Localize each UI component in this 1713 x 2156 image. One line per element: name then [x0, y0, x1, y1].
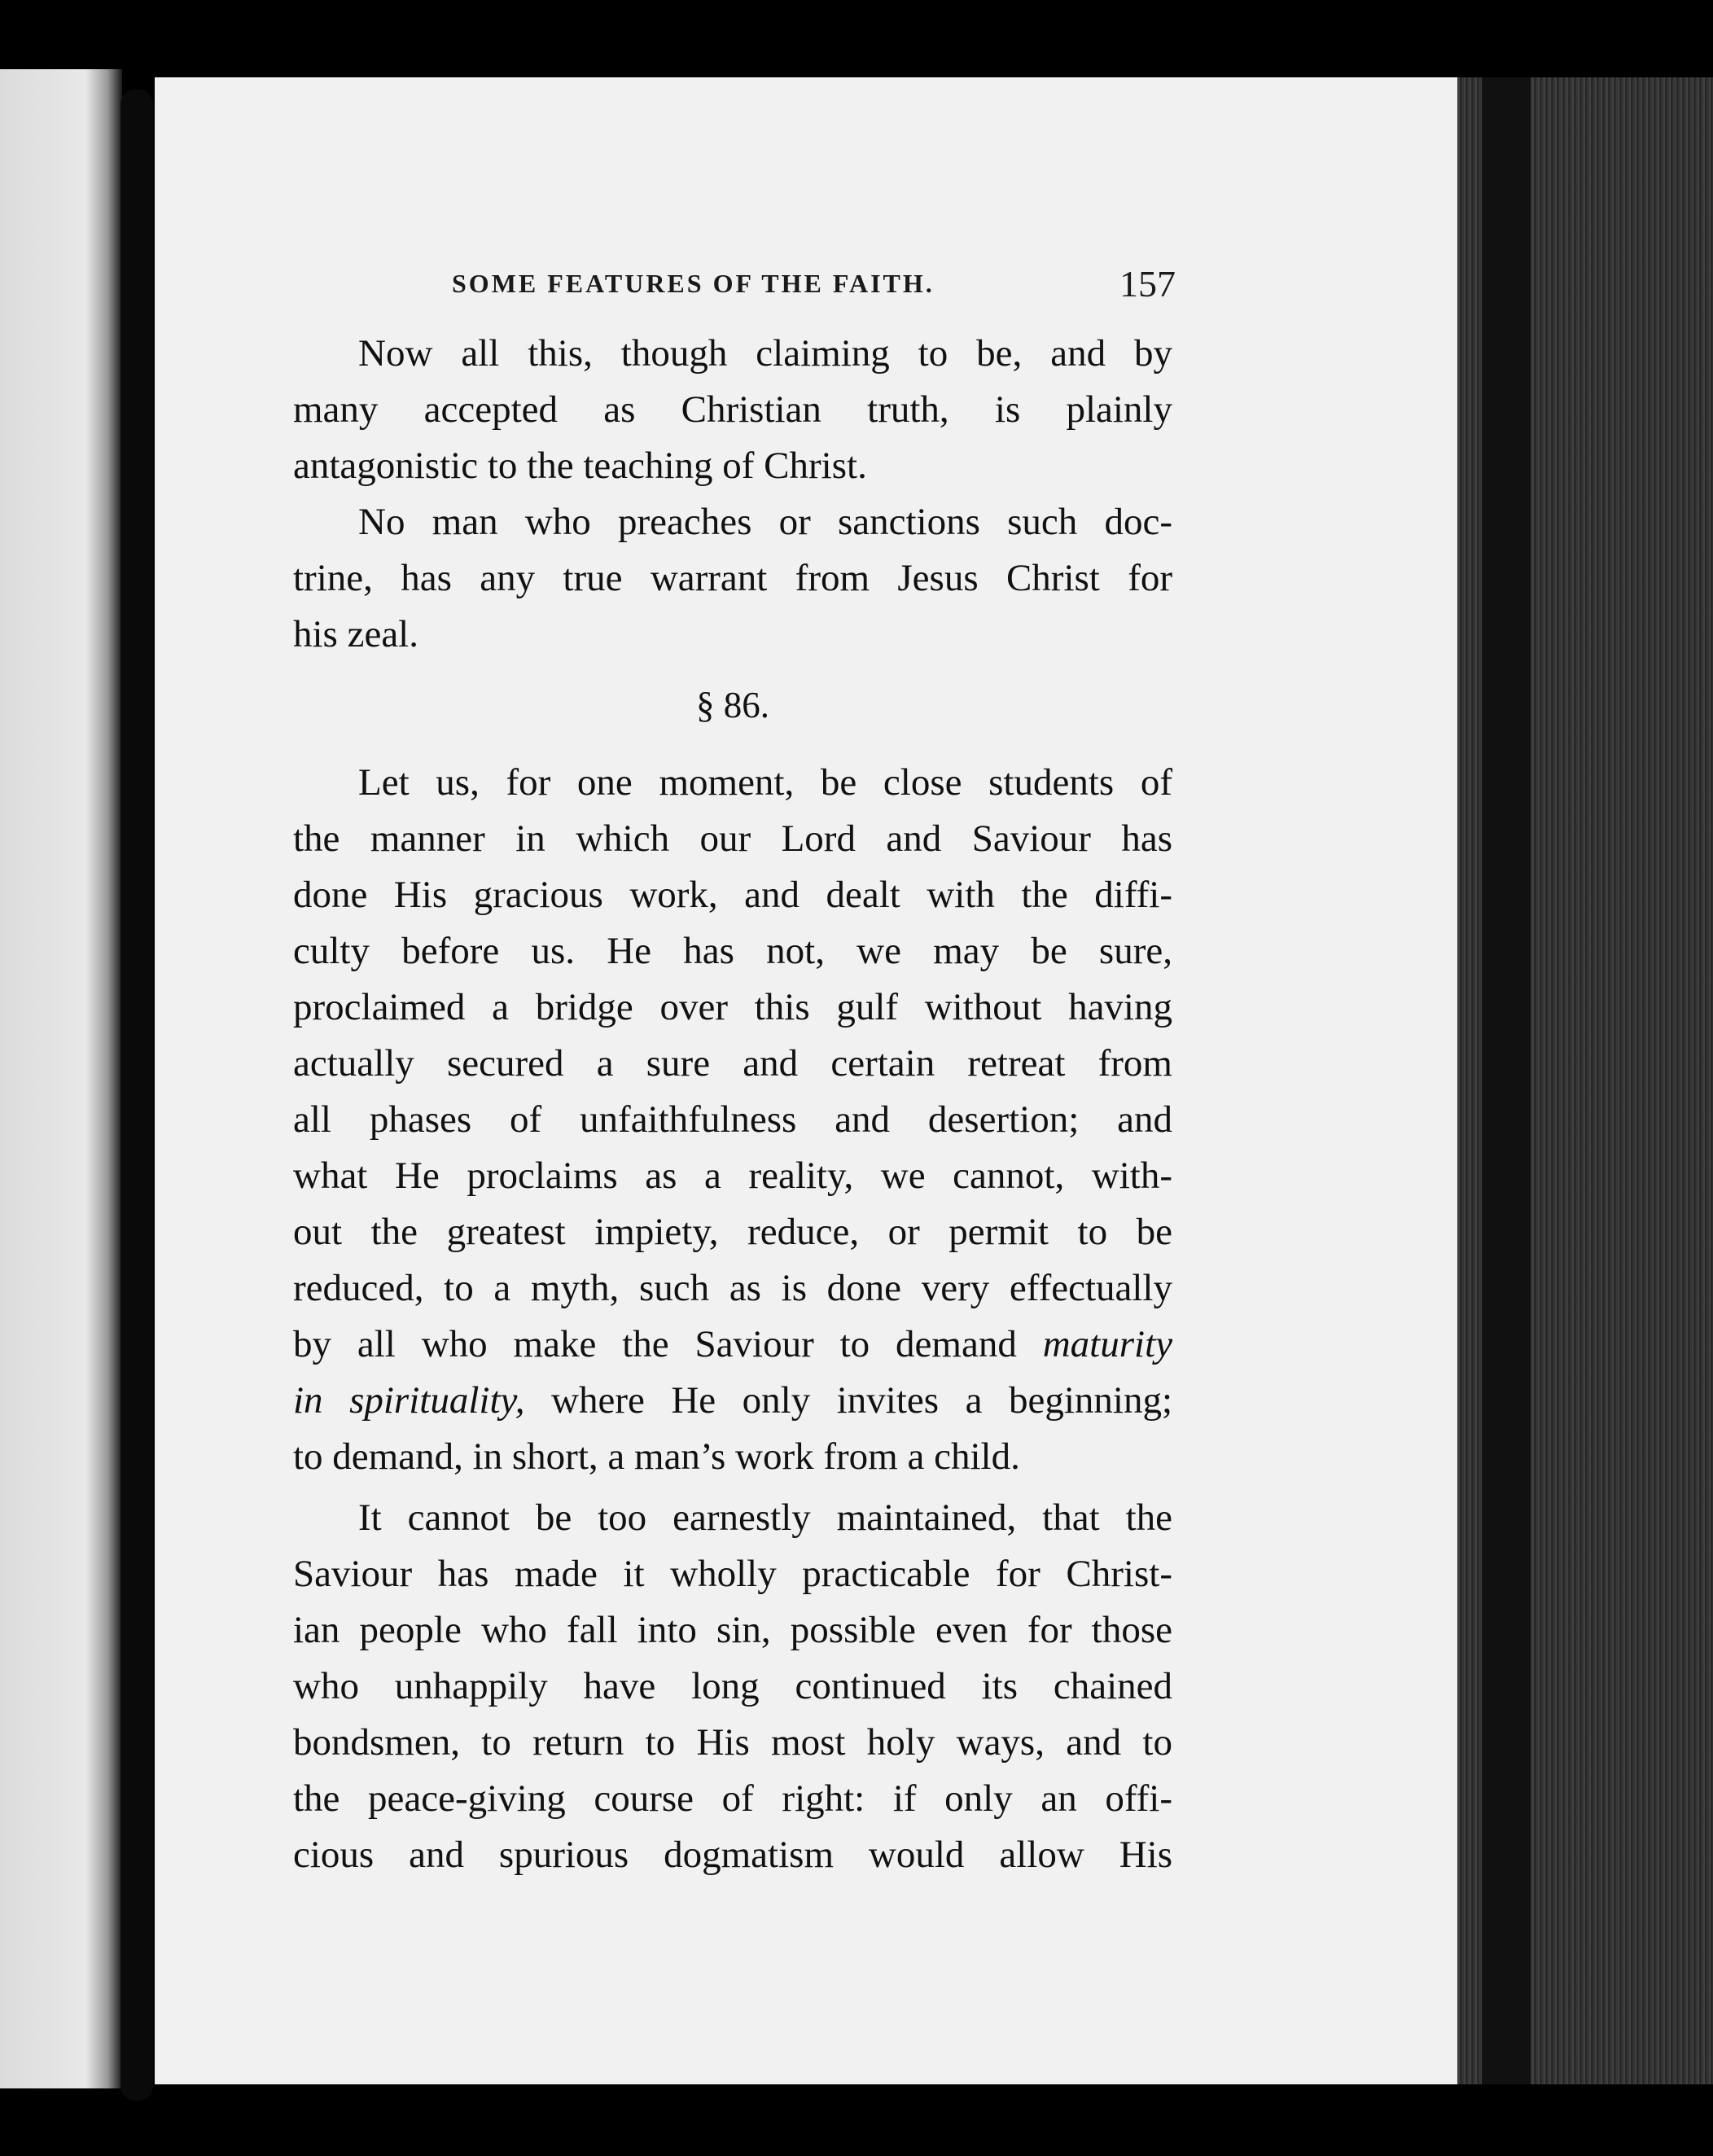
- text-line: proclaimed a bridge over this gulf without having: [293, 986, 1172, 1028]
- section-heading: § 86.: [696, 685, 769, 725]
- text-line: his zeal.: [293, 613, 418, 655]
- text-line: out the greatest impiety, reduce, or permit to be: [293, 1211, 1172, 1253]
- text-fragment: by all who make the Saviour to demand: [293, 1323, 1017, 1365]
- text-line: many accepted as Christian truth, is plainly: [293, 388, 1172, 431]
- text-line: ian people who fall into sin, possible even for those: [293, 1609, 1172, 1651]
- text-line: Let us, for one moment, be close students of: [358, 761, 1172, 804]
- text-line: bondsmen, to return to His most holy ways, and to: [293, 1721, 1172, 1764]
- text-line: who unhappily have long continued its chained: [293, 1665, 1172, 1707]
- italic-text: in spirituality,: [293, 1379, 525, 1422]
- text-line: [293, 1317, 1172, 1373]
- facing-page-edge: [0, 69, 122, 2088]
- text-line: No man who preaches or sanctions such doc-: [358, 501, 1172, 543]
- text-line: Saviour has made it wholly practicable for Christ-: [293, 1553, 1172, 1595]
- text-line: It cannot be too earnestly maintained, that the: [358, 1496, 1172, 1539]
- text-line: to demand, in short, a man’s work from a child.: [293, 1435, 1020, 1478]
- text-line: done His gracious work, and dealt with the diffi-: [293, 874, 1172, 916]
- page-text: [293, 326, 1172, 1883]
- page-number: 157: [1119, 263, 1176, 305]
- text-line: antagonistic to the teaching of Christ.: [293, 445, 867, 487]
- text-line: what He proclaims as a reality, we cannot, with-: [293, 1155, 1172, 1197]
- text-line: reduced, to a myth, such as is done very effectually: [293, 1267, 1172, 1309]
- text-line: trine, has any true warrant from Jesus Christ for: [293, 557, 1172, 599]
- text-line: all phases of unfaithfulness and desertion; and: [293, 1098, 1172, 1141]
- text-line: the manner in which our Lord and Saviour has: [293, 817, 1172, 860]
- text-line: actually secured a sure and certain retreat from: [293, 1042, 1172, 1085]
- text-fragment: where He only invites a beginning;: [524, 1379, 1172, 1422]
- italic-text: maturity: [1042, 1323, 1173, 1365]
- text-line: the peace-giving course of right: if only an offi-: [293, 1777, 1172, 1820]
- text-line: [293, 1373, 1172, 1429]
- text-line: Now all this, though claiming to be, and by: [358, 332, 1172, 375]
- book-spine: [120, 90, 153, 2101]
- text-line: cious and spurious dogmatism would allow His: [293, 1834, 1172, 1876]
- text-line: culty before us. He has not, we may be sure,: [293, 930, 1172, 972]
- page-shadow: [1482, 77, 1531, 2084]
- running-head: SOME FEATURES OF THE FAITH.: [452, 269, 935, 298]
